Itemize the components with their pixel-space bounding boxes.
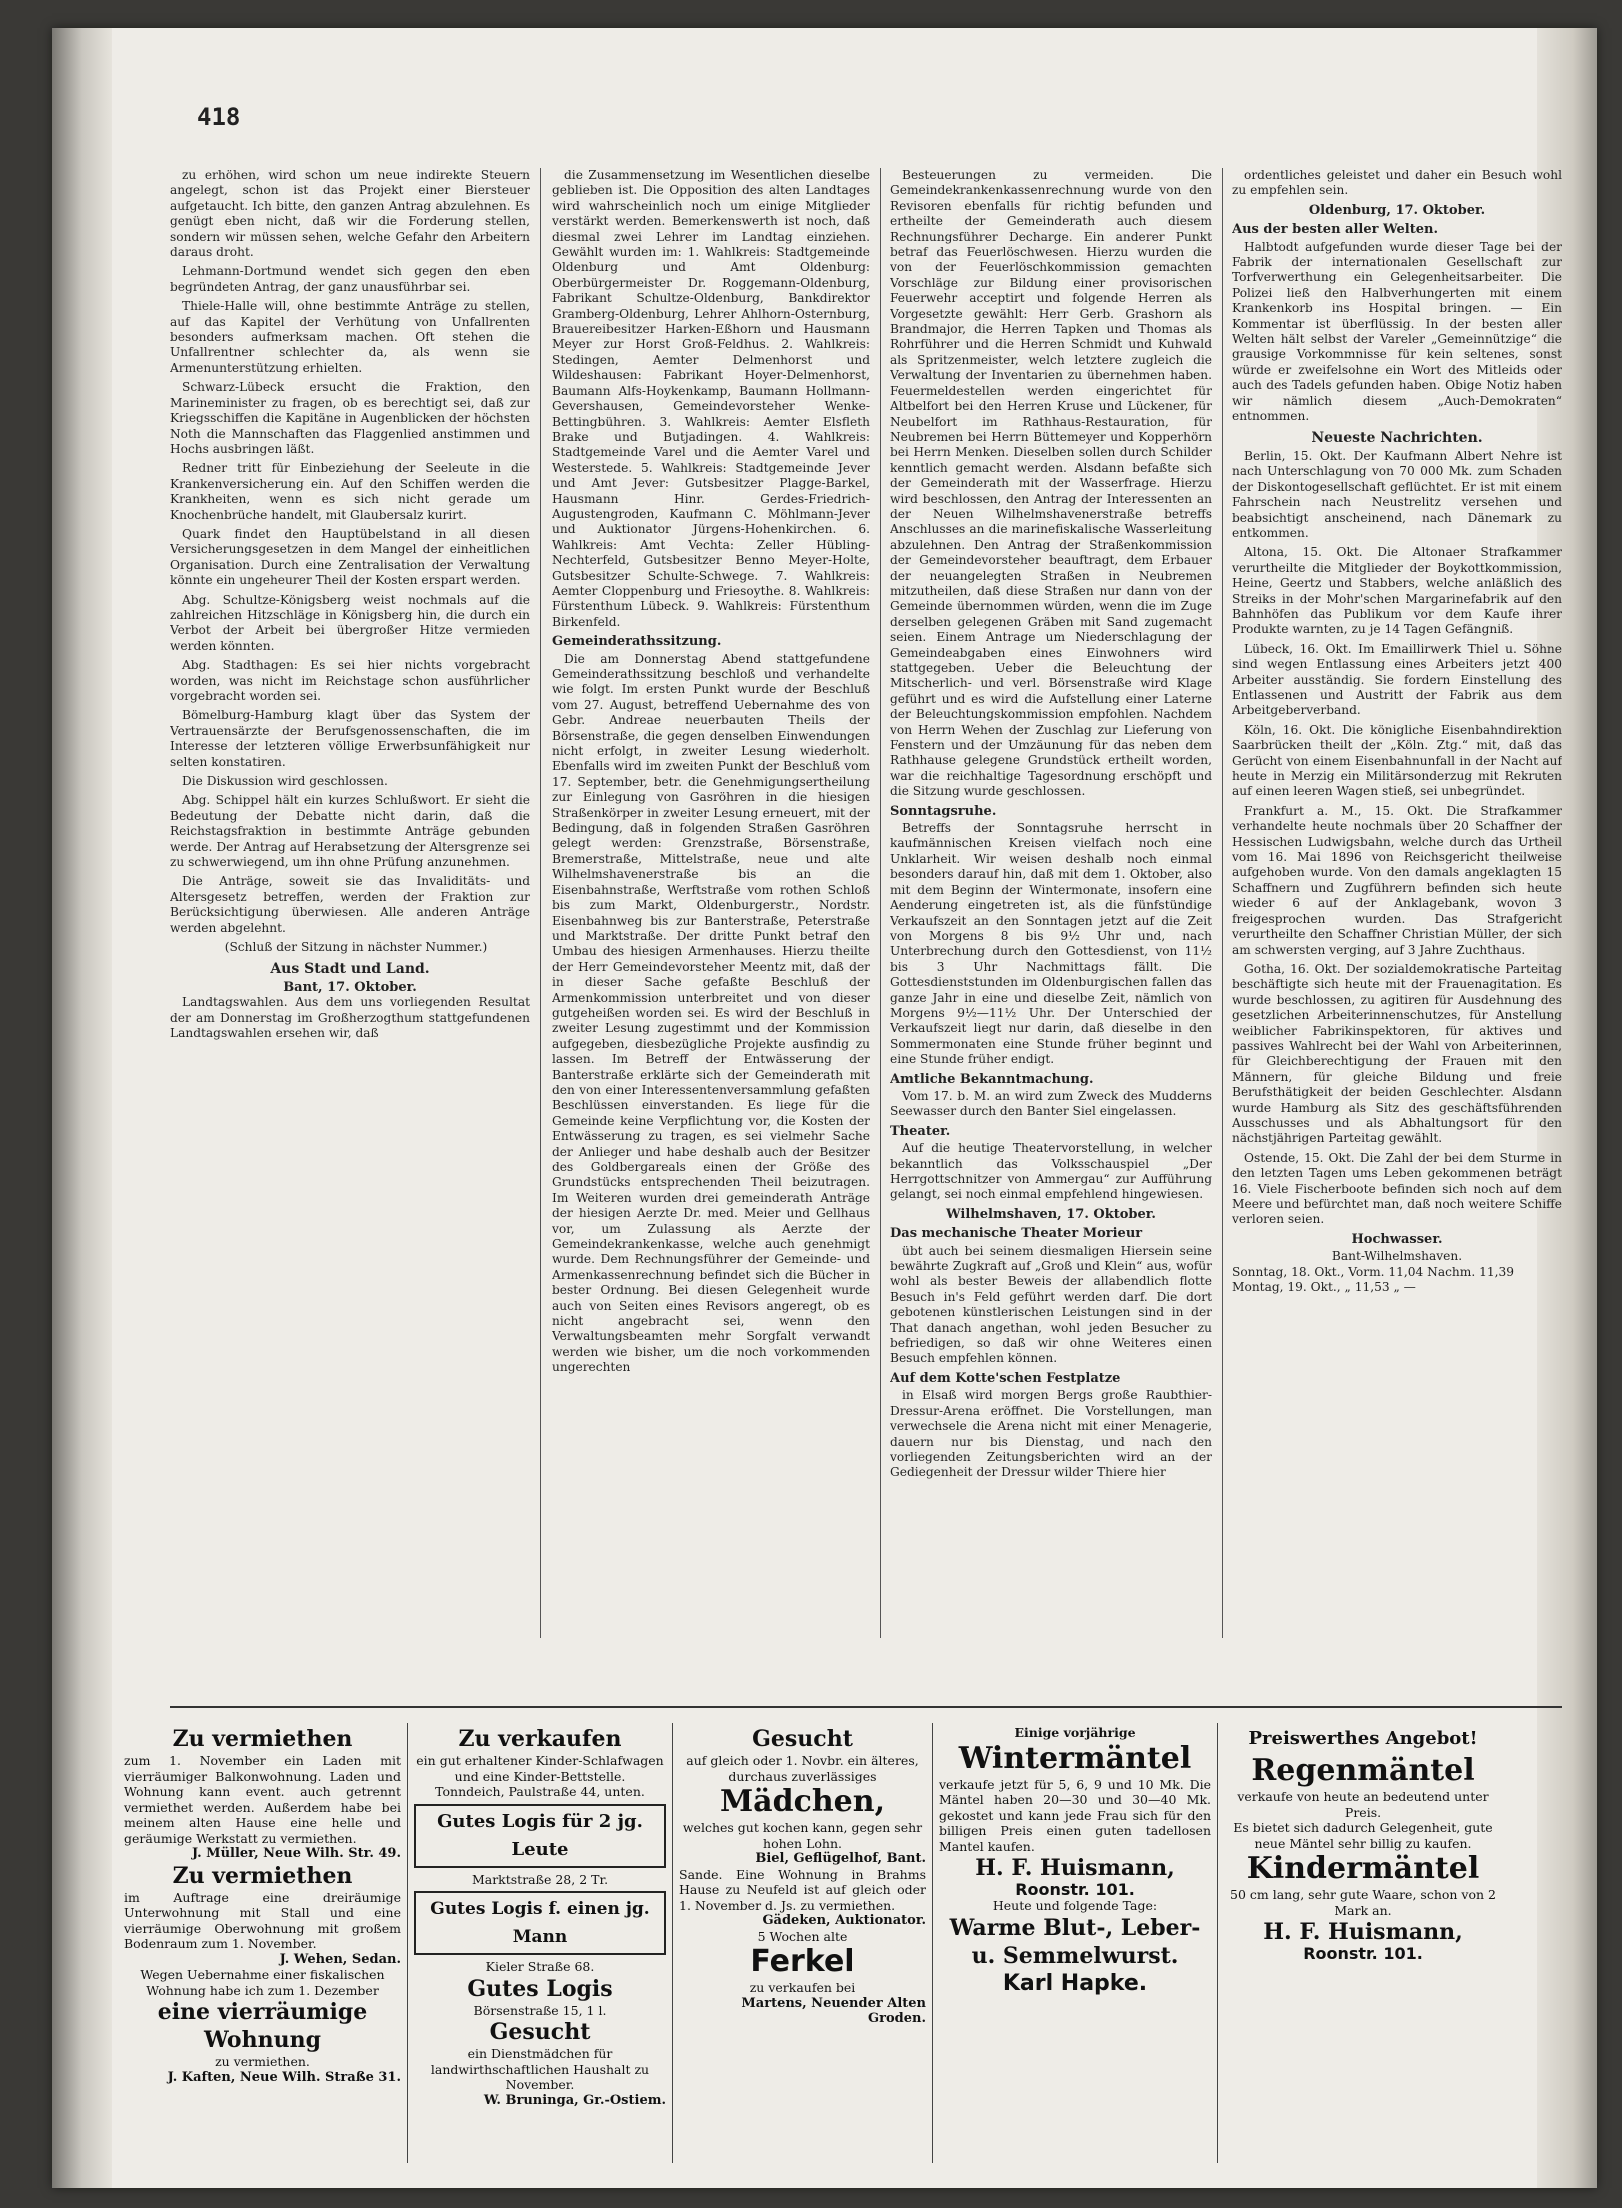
paragraph: Abg. Stadthagen: Es sei hier nichts vorgebracht worden, was nicht im Reichstage schon ausführlicher vorgebracht worden sei. [170, 658, 530, 703]
ad-address: Marktstraße 28, 2 Tr. [471, 1871, 609, 1887]
paragraph: Halbtodt aufgefunden wurde dieser Tage bei der Fabrik der internationalen Gesellschaft zur Torfverwerthung ein Gelegenheitsarbeiter. Die Polizei ließ den Halbverhungerten mit einem Krankenkorb ins Hospital bringen. — Ein Kommentar ist überflüssig. In der besten aller Welten hält selbst der Vareler „Gemeinnützige“ die grausige Vorkommnisse für kein seltenes, sonst würde er zweifelsohne ein Wort des Mitleids oder auch des Tadels gefunden haben. Obige Notiz haben wir nämlich diesem „Auch-Demokraten“ entnommen. [1232, 239, 1562, 424]
article-heading: Amtliche Bekanntmachung. [890, 1071, 1094, 1087]
ad-text: Wegen Uebernahme einer fiskalischen Wohnung habe ich zum 1. Dezember [140, 1967, 385, 1998]
ad-headline: Regenmäntel [1251, 1753, 1475, 1788]
tide-title: Hochwasser. [1351, 1231, 1443, 1247]
ad-signature: Biel, Geflügelhof, Bant. [755, 1851, 926, 1866]
paragraph: Quark findet den Hauptübelstand in all diesen Versicherungsgesetzen in dem Mangel der einheitlichen Organisation. Durch eine Zentralisation der Verwaltung könnte ein ungeheurer Theil der Kosten erspart werden. [170, 526, 530, 588]
section-title: Neueste Nachrichten. [1311, 429, 1483, 446]
ad-headline: Wintermäntel [958, 1740, 1192, 1776]
ad-text: Heute und folgende Tage: [992, 1898, 1158, 1913]
ad-text: zum 1. November ein Laden mit vierräumiger Balkonwohnung. Laden und Wohnung kann event. auch getrennt vermiethet werden. Außerdem habe bei meinem alten Hause eine helle und geräumige Werkstatt zu vermiethen. [124, 1753, 401, 1846]
ad-headline: Gutes Logis [467, 1975, 613, 2002]
ad-signature: J. Kaften, Neue Wilh. Straße 31. [167, 2069, 401, 2085]
ad-text: 50 cm lang, sehr gute Waare, schon von 2 Mark an. [1230, 1887, 1496, 1918]
paragraph: ordentliches geleistet und daher ein Besuch wohl zu empfehlen sein. [1232, 168, 1562, 198]
ad-title: Gesucht [489, 2019, 591, 2045]
ad-brand: H. F. Huismann, [975, 1855, 1175, 1881]
paragraph: Redner tritt für Einbeziehung der Seeleute in die Krankenversicherung ein. Auf den Schiffen werden die Krankheiten, wenn es sich nicht gerade um Knochenbrüche handelt, mit Glaubersalz kurirt. [170, 461, 530, 522]
paragraph: Frankfurt a. M., 15. Okt. Die Strafkammer verhandelte heute nochmals über 20 Schaffner der Hessischen Ludwigsbahn, welche durch das Urtheil vom 16. Mai 1896 von Reichsgericht theilweise aufgehoben wurde. Von den damals angeklagten 15 Schaffnern und Zugführern befinden sich heute wieder 6 auf der Anklagebank, wovon 3 freigesprochen wurden. Das Strafgericht verurtheilte den Schaffner Christian Müller, der sich am schwersten verging, auf 3 Jahre Zuchthaus. [1232, 803, 1562, 957]
article-heading: Theater. [890, 1123, 951, 1139]
ad-address: Börsenstraße 15, 1 l. [473, 2002, 607, 2018]
ad-text: 5 Wochen alte [757, 1928, 848, 1944]
section-title: Aus Stadt und Land. [270, 960, 430, 977]
ad-headline: Warme Blut-, Leber- u. Semmelwurst. [949, 1914, 1201, 1969]
ad-signature: J. Wehen, Sedan. [279, 1951, 401, 1967]
paragraph: die Zusammensetzung im Wesentlichen dieselbe geblieben ist. Die Opposition des alten Landtages wird wahrscheinlich noch um einige Mitglieder verstärkt werden. Bemerkenswerth ist noch, daß diesmal zwei Lehrer im Landtag einziehen. Gewählt wurden im: 1. Wahlkreis: Stadtgemeinde Oldenburg und Amt Oldenburg: Oberbürgermeister Dr. Roggemann-Oldenburg, Fabrikant Schultze-Oldenburg, Bankdirektor Gramberg-Oldenburg, Lehrer Ahlhorn-Osternburg, Brauereibesitzer Harken-Eßhorn und Hausmann Meyer zur Horst Groß-Feldhus. 2. Wahlkreis: Stedingen, Aemter Delmenhorst und Wildeshausen: Fabrikant Hoyer-Delmenhorst, Baumann Alfs-Hoykenkamp, Baumann Hollmann-Gevershausen, Gemeindevorsteher Wenke-Bettingbühren. 3. Wahlkreis: Aemter Elsfleth Brake und Butjadingen. 4. Wahlkreis: Stadtgemeinde Varel und die Aemter Varel und Westerstede. 5. Wahlkreis: Stadtgemeinde Jever und Amt Jever: Gutsbesitzer Plagge-Barkel, Hausmann Hinr. Gerdes-Friedrich-Augustengroden, Kaufmann C. Möhlmann-Jever und Auktionator Jürgens-Hohenkirchen. 6. Wahlkreis: Amt Vechta: Zeller Hübling-Nechterfeld, Gutsbesitzer Benno Meyer-Holte, Gutsbesitzer Schulte-Schwege. 7. Wahlkreis: Aemter Cloppenburg und Friesoythe. 8. Wahlkreis: Fürstenthum Lübeck. 9. Wahlkreis: Fürstenthum Birkenfeld. [552, 168, 870, 629]
paragraph: zu erhöhen, wird schon um neue indirekte Steuern angelegt, schon ist das Projekt einer Biersteuer aufgetaucht. Ich bitte, den ganzen Antrag abzulehnen. Es genügt eben nicht, daß wir die Forderung stellen, sondern wir müssen sehen, welche Gefahr den Arbeitern daraus droht. [170, 168, 530, 260]
column-3 [890, 168, 1212, 1638]
paragraph: Die Diskussion wird geschlossen. [182, 774, 388, 789]
tide-row: Sonntag, 18. Okt., Vorm. 11,04 Nachm. 11,39 [1232, 1264, 1514, 1279]
column-1 [170, 168, 530, 1628]
ad-title: Zu vermiethen [172, 1726, 353, 1752]
ad-address: Roonstr. 101. [1303, 1944, 1423, 1963]
paragraph: Auf die heutige Theatervorstellung, in welcher bekanntlich das Volksschauspiel „Der Herrgottschnitzer von Ammergau“ zur Aufführung gelangt, sei noch einmal empfehlend hingewiesen. [890, 1141, 1212, 1202]
ad-address: Kieler Straße 68. [485, 1959, 595, 1974]
paragraph: Thiele-Halle will, ohne bestimmte Anträge zu stellen, auf das Kapitel der Verhütung von Unfallrenten besonders aufmerksam machen. Oft stehen die Unfallrentner schlechter da, als wenn sie Armenunterstützung erhielten. [170, 299, 530, 375]
paragraph: Schwarz-Lübeck ersucht die Fraktion, den Marineminister zu fragen, ob es berechtigt sei, daß zur Kriegsschiffen die Kapitäne in Augenblicken der höchsten Noth die Mannschaften das Flaggenlied anstimmen und Hochs ausbringen läßt. [170, 380, 530, 456]
ad-text: Es bietet sich dadurch Gelegenheit, gute neue Mäntel sehr billig zu kaufen. [1233, 1820, 1493, 1851]
tide-place: Bant-Wilhelmshaven. [1331, 1249, 1463, 1264]
ad-signature: Gädeken, Auktionator. [762, 1913, 926, 1928]
ad-text: Sande. Eine Wohnung in Brahms Hause zu Neufeld ist auf gleich oder 1. November d. Js. zu vermiethen. [679, 1866, 926, 1913]
ad-text: Einige vorjährige [1014, 1725, 1136, 1740]
ad-text: zu vermiethen. [215, 2054, 310, 2069]
ad-signature: J. Müller, Neue Wilh. Str. 49. [191, 1846, 401, 1861]
ad-headline: Mädchen, [719, 1784, 886, 1819]
paragraph: Betreffs der Sonntagsruhe herrscht in kaufmännischen Kreisen vielfach noch eine Unklarheit. Wir weisen deshalb noch einmal besonders darauf hin, daß mit dem 1. Oktober, also mit dem Beginn der Wintermonate, insofern eine Aenderung eingetreten ist, als die fünfstündige Verkaufszeit an den Sonntagen jetzt auf die Zeit von Morgens 8 bis 9½ Uhr und, nach Unterbrechung durch den Gottesdienst, von 11½ bis 3 Uhr Nachmittags fällt. Die Gottesdienststunden im Oldenburgischen fallen das ganze Jahr in eine und dieselbe Zeit, nämlich von Morgens 9½—11½ Uhr. Der Unterschied der Verkaufszeit liegt nur darin, daß dieselbe in den Sommermonaten eine Stunde früher beginnt und eine Stunde früher endigt. [890, 821, 1212, 1067]
ad-column-1 [118, 1723, 408, 2163]
paragraph: Gotha, 16. Okt. Der sozialdemokratische Parteitag beschäftigte sich heute mit der Frauenagitation. Es wurde beschlossen, zu agitiren für Ausdehnung des gesetzlichen Arbeiterinnenschutzes, für Anstellung weiblicher Fabrikinspektoren, für aktives und passives Wahlrecht bei der Wahl von Arbeiterinnen, für Gleichberechtigung der Frauen mit den Männern, für gleiche Bildung und freie Berufsthätigkeit der beiden Geschlechter. Alsdann wurde Hamburg als Sitz des geschäftsführenden Ausschusses und als Abhaltungsort für den nächstjährigen Parteitag gewählt. [1232, 961, 1562, 1146]
paragraph: Abg. Schultze-Königsberg weist nochmals auf die zahlreichen Hitzschläge in Königsberg hin, die durch ein Verbot der Arbeit bei übergroßer Hitze vermieden werden könnten. [170, 592, 530, 653]
article-heading: Gemeinderathssitzung. [552, 634, 722, 650]
ad-title: Zu verkaufen [458, 1726, 622, 1752]
column-divider [880, 168, 881, 1638]
ads-divider [170, 1706, 1562, 1708]
ad-column-4 [933, 1723, 1218, 2163]
ad-text: verkaufe von heute an bedeutend unter Preis. [1237, 1789, 1489, 1820]
article-heading: Auf dem Kotte'schen Festplatze [890, 1370, 1121, 1386]
advertisements [118, 1723, 1518, 2163]
ad-headline: Ferkel [750, 1944, 855, 1979]
ad-headline: Kindermäntel [1246, 1851, 1480, 1886]
paragraph: Altona, 15. Okt. Die Altonaer Strafkammer verurtheilte die Mitglieder der Boykottkommission, Heine, Geertz und Stabbers, welche anläßlich des Streiks in der Mohr'schen Margarinefabrik auf den Bahnhöfen das Publikum vor dem Kaufe ihrer Produkte warnten, zu je 14 Tagen Gefängniß. [1232, 545, 1562, 637]
ad-title: Gesucht [752, 1726, 853, 1752]
paragraph: Abg. Schippel hält ein kurzes Schlußwort. Er sieht die Bedeutung der Debatte nicht darin, daß die Reichstagsfraktion in bestimmte Anträge gebunden werde. Der Antrag auf Herabsetzung der Altersgrenze sei zu schwerwiegend, um ihn ohne Prüfung anzunehmen. [170, 793, 530, 870]
column-divider [540, 168, 541, 1638]
ad-text: auf gleich oder 1. Novbr. ein älteres, durchaus zuverlässiges [686, 1753, 919, 1784]
ad-brand: H. F. Huismann, [1263, 1919, 1463, 1945]
page-gutter [52, 28, 112, 2188]
page-number: 418 [197, 103, 241, 131]
article-heading: Das mechanische Theater Morieur [890, 1226, 1143, 1242]
ad-headline: eine vierräumige Wohnung [157, 1999, 368, 2053]
dateline: Wilhelmshaven, 17. Oktober. [946, 1206, 1156, 1222]
tide-row: Montag, 19. Okt., „ 11,53 „ — [1232, 1280, 1416, 1295]
paragraph: übt auch bei seinem diesmaligen Hiersein seine bewährte Zugkraft auf „Groß und Klein“ aus, wofür wohl als bester Beweis der allabendlich flotte Besuch in's Feld geführt werden darf. Die dort gebotenen künstlerischen Leistungen sind in der That danach angethan, wohl jeden Besucher zu befriedigen, so daß wir ohne Weiteres einen Besuch empfehlen können. [890, 1243, 1212, 1366]
ad-headline: Gutes Logis für 2 jg. Leute [414, 1804, 666, 1868]
ad-title: Preiswerthes Angebot! [1248, 1728, 1478, 1749]
column-divider [1222, 168, 1223, 1638]
newspaper-page [52, 28, 1597, 2188]
ad-column-3 [673, 1723, 933, 2163]
ad-text: ein gut erhaltener Kinder-Schlafwagen und eine Kinder-Bettstelle. [416, 1753, 664, 1784]
paragraph: Lehmann-Dortmund wendet sich gegen den eben begründeten Antrag, der ganz unausführbar sei. [170, 264, 530, 294]
ad-text: ein Dienstmädchen für landwirthschaftlichen Haushalt zu November. [430, 2046, 650, 2092]
paragraph: Die am Donnerstag Abend stattgefundene Gemeinderathssitzung beschloß und verhandelte wie folgt. Im ersten Punkt wurde der Beschluß vom 27. August, betreffend Uebernahme des von Gebr. Andreae neuerbauten Theils der Börsenstraße, die gegen denselben Einwendungen nicht erfolgt, in zweiter Lesung wiederholt. Ebenfalls wird im zweiten Punkt der Beschluß vom 17. September, betr. die Genehmigungsertheilung zur Einlegung von Gasröhren in die hiesigen Straßenkörper in zweiter Lesung erneuert, mit der Bedingung, daß in folgenden Straßen Gasröhren gelegt werden: Grenzstraße, Börsenstraße, Bremerstraße, Mittelstraße, neue und alte Wilhelmshavenerstraße bis an die Eisenbahnstraße, Werftstraße vom rothen Schloß bis zum Markt, Oldenburgerstr., Nordstr. Eisenbahnweg bis zur Banterstraße, Peterstraße und Marktstraße. Der dritte Punkt betraf den Umbau des hiesigen Armenhauses. Hierzu theilte der Herr Gemeindevorsteher Meentz mit, daß der in dieser Sache gefaßte Beschluß der Armenkommission unterbreitet und von dieser gutgeheißen worden sei. Es wird der Beschluß in zweiter Lesung zugestimmt und der Kommission aufgegeben, diesbezügliche Projekte ausfindig zu lassen. Im Betreff der Entwässerung der Banterstraße erklärte sich der Gemeinderath mit den von einer Interessentenversammlung gefaßten Beschlüssen einverstanden. Es liege für die Gemeinde keine Verpflichtung vor, die Kosten der Entwässerung zu tragen, es sei vielmehr Sache der Anlieger und habe deshalb auch der Besitzer des Goldbergareals einen der Größe des Grundstücks entsprechenden Theil beizutragen. Im Weiteren wurden drei gemeinderath Anträge der hiesigen Aerzte Dr. med. Meier und Gellhaus vor, um Zulassung als Aerzte der Gemeindekrankenkasse, welche auch genehmigt wurde. Dem Rechnungsführer der Gemeinde- und Armenkassenrechnung befindet sich die Bücher in bester Ordnung. Bei diesen Gelegenheit wurde auch von Seiten eines Revisors angeregt, ob es nicht angebracht sei, wenn den Verwaltungsbeamten mehr Sorgfalt verwandt werden wie bisher, um die noch vorkommenden ungerechten [552, 651, 870, 1375]
paragraph: in Elsaß wird morgen Bergs große Raubthier-Dressur-Arena eröffnet. Die Vorstellungen, man verwechsele die Arena nicht mit einer Menagerie, dauern nur bis Dienstag, und nach den vorliegenden Zeitungsberichten wird an der Gediegenheit der Dressur wilder Thiere hier [890, 1388, 1212, 1480]
paragraph: Lübeck, 16. Okt. Im Emaillirwerk Thiel u. Söhne sind wegen Entlassung eines Arbeiters jetzt 400 Arbeiter ausständig. Sie fordern Einstellung des Entlassenen und Austritt der Fabrik aus dem Arbeitgeberverband. [1232, 641, 1562, 718]
article-heading: Aus der besten aller Welten. [1232, 222, 1439, 238]
ad-signature: Martens, Neuender Alten Groden. [741, 1995, 926, 2026]
dateline: Bant, 17. Oktober. [283, 979, 417, 995]
paragraph: Besteuerungen zu vermeiden. Die Gemeindekrankenkassenrechnung wurde von den Revisoren ebenfalls für richtig befunden und ertheilte der Gemeinderath auch diesem Rechnungsführer Decharge. Ein anderer Punkt betraf das Feuerlöschwesen. Hierzu wurden die von der Feuerlöschkommission gemachten Vorschläge zur Bildung einer provisorischen Feuerwehr acceptirt und folgende Herren als Vorgesetzte gewählt: Herr Gerb. Grashorn als Brandmajor, die Herren Tapken und Thomas als Rohrführer und die Herren Schmidt und Kuhwald als Spritzenmeister, welch letztere zugleich die Verwaltung der Inventarien zu übernehmen haben. Feuermeldestellen werden eingerichtet für Altbelfort bei den Herren Kruse und Lückener, für Neubelfort im Rathhaus-Restauration, für Neubremen bei Herrn Büttemeyer und Kopperhörn bei Herrn Menken. Dieselben sollen durch Schilder kenntlich gemacht werden. Alsdann befaßte sich der Gemeinderath mit der Wasserfrage. Hierzu wird beschlossen, den Antrag der Interessenten an der Neuen Wilhelmshavenerstraße betreffs Anschlusses an die marinefiskalische Wasserleitung abzulehnen. Den Antrag der Straßenkommission der Gemeindevorsteher beauftragt, dem Erbauer der neuangelegten Straßen in Neubremen mitzutheilen, daß diese Straßen nur dann von der Gemeinde übernommen würden, wenn die im Zuge derselben gelegenen Gräben mit Sand zugemacht seien. Einem Antrage um Niederschlagung der Gemeindeabgaben eines Einwohners wird stattgegeben. Ueber die Beleuchtung der Mitscherlich- und verl. Börsenstraße wird Klage geführt und es wird die Aufstellung einer Laterne der Beleuchtungskommission empfohlen. Nachdem von Herrn Wehen der Zuschlag zur Lieferung von Fenstern und der Umzäunung für das neben dem Rathhause gelegene Grundstück ertheilt worden, war die reichhaltige Tagesordnung erschöpft und die Sitzung wurde geschlossen. [890, 168, 1212, 799]
ad-brand: Karl Hapke. [1002, 1970, 1148, 1996]
article-heading: Sonntagsruhe. [890, 803, 997, 819]
paragraph: Berlin, 15. Okt. Der Kaufmann Albert Nehre ist nach Unterschlagung von 70 000 Mk. zum Schaden der Diskontogesellschaft geflüchtet. Er ist mit einem Fahrschein nach Neustrelitz versehen und beabsichtigt anscheinend, nach Dänemark zu entkommen. [1232, 448, 1562, 540]
ad-text: im Auftrage eine dreiräumige Unterwohnung mit Stall und eine vierräumige Oberwohnung mit großem Bodenraum zum 1. November. [124, 1889, 401, 1951]
ad-column-5 [1218, 1723, 1508, 2163]
ad-column-2 [408, 1723, 673, 2163]
ad-address: Roonstr. 101. [1015, 1880, 1135, 1899]
paragraph: Landtagswahlen. Aus dem uns vorliegenden Resultat der am Donnerstag im Großherzogthum stattgefundenen Landtagswahlen ersehen wir, daß [170, 995, 530, 1041]
column-4 [1232, 168, 1562, 1608]
dateline: Oldenburg, 17. Oktober. [1308, 202, 1486, 218]
ad-text: zu verkaufen bei [749, 1980, 856, 1995]
ad-signature: W. Bruninga, Gr.-Ostiem. [483, 2092, 666, 2108]
ad-headline: Gutes Logis f. einen jg. Mann [414, 1891, 666, 1955]
column-2 [552, 168, 870, 1638]
ad-title: Zu vermiethen [172, 1862, 353, 1889]
paragraph: Köln, 16. Okt. Die königliche Eisenbahndirektion Saarbrücken theilt der „Köln. Ztg.“ mit, daß das Gerücht von einem Eisenbahnunfall in der Nacht auf heute in Merzig ein Militärsonderzug mit Rekruten auf einen leeren Wagen stieß, sei unbegründet. [1232, 722, 1562, 799]
ad-text: welches gut kochen kann, gegen sehr hohen Lohn. [682, 1820, 923, 1851]
end-note: (Schluß der Sitzung in nächster Nummer.) [224, 940, 488, 955]
ad-address: Tonndeich, Paulstraße 44, unten. [435, 1784, 645, 1799]
paragraph: Vom 17. b. M. an wird zum Zweck des Mudderns Seewasser durch den Banter Siel eingelassen. [890, 1088, 1212, 1119]
paragraph: Ostende, 15. Okt. Die Zahl der bei dem Sturme in den letzten Tagen ums Leben gekommenen beträgt 16. Viele Fischerboote befinden sich noch auf dem Meere und befürchtet man, daß noch weitere Schiffe verloren seien. [1232, 1150, 1562, 1227]
paragraph: Bömelburg-Hamburg klagt über das System der Vertrauensärzte der Berufsgenossenschaften, die im Interesse der letzteren völlige Erwerbsunfähigkeit nur selten konstatiren. [170, 708, 530, 769]
ad-text: verkaufe jetzt für 5, 6, 9 und 10 Mk. Die Mäntel haben 20—30 und 30—40 Mk. gekostet und kann jede Frau sich für den billigen Preis einen guten tadellosen Mantel kaufen. [939, 1776, 1211, 1854]
paragraph: Die Anträge, soweit sie das Invaliditäts- und Altersgesetz betreffen, werden der Fraktion zur Berücksichtigung überwiesen. Alle anderen Anträge werden abgelehnt. [170, 874, 530, 935]
